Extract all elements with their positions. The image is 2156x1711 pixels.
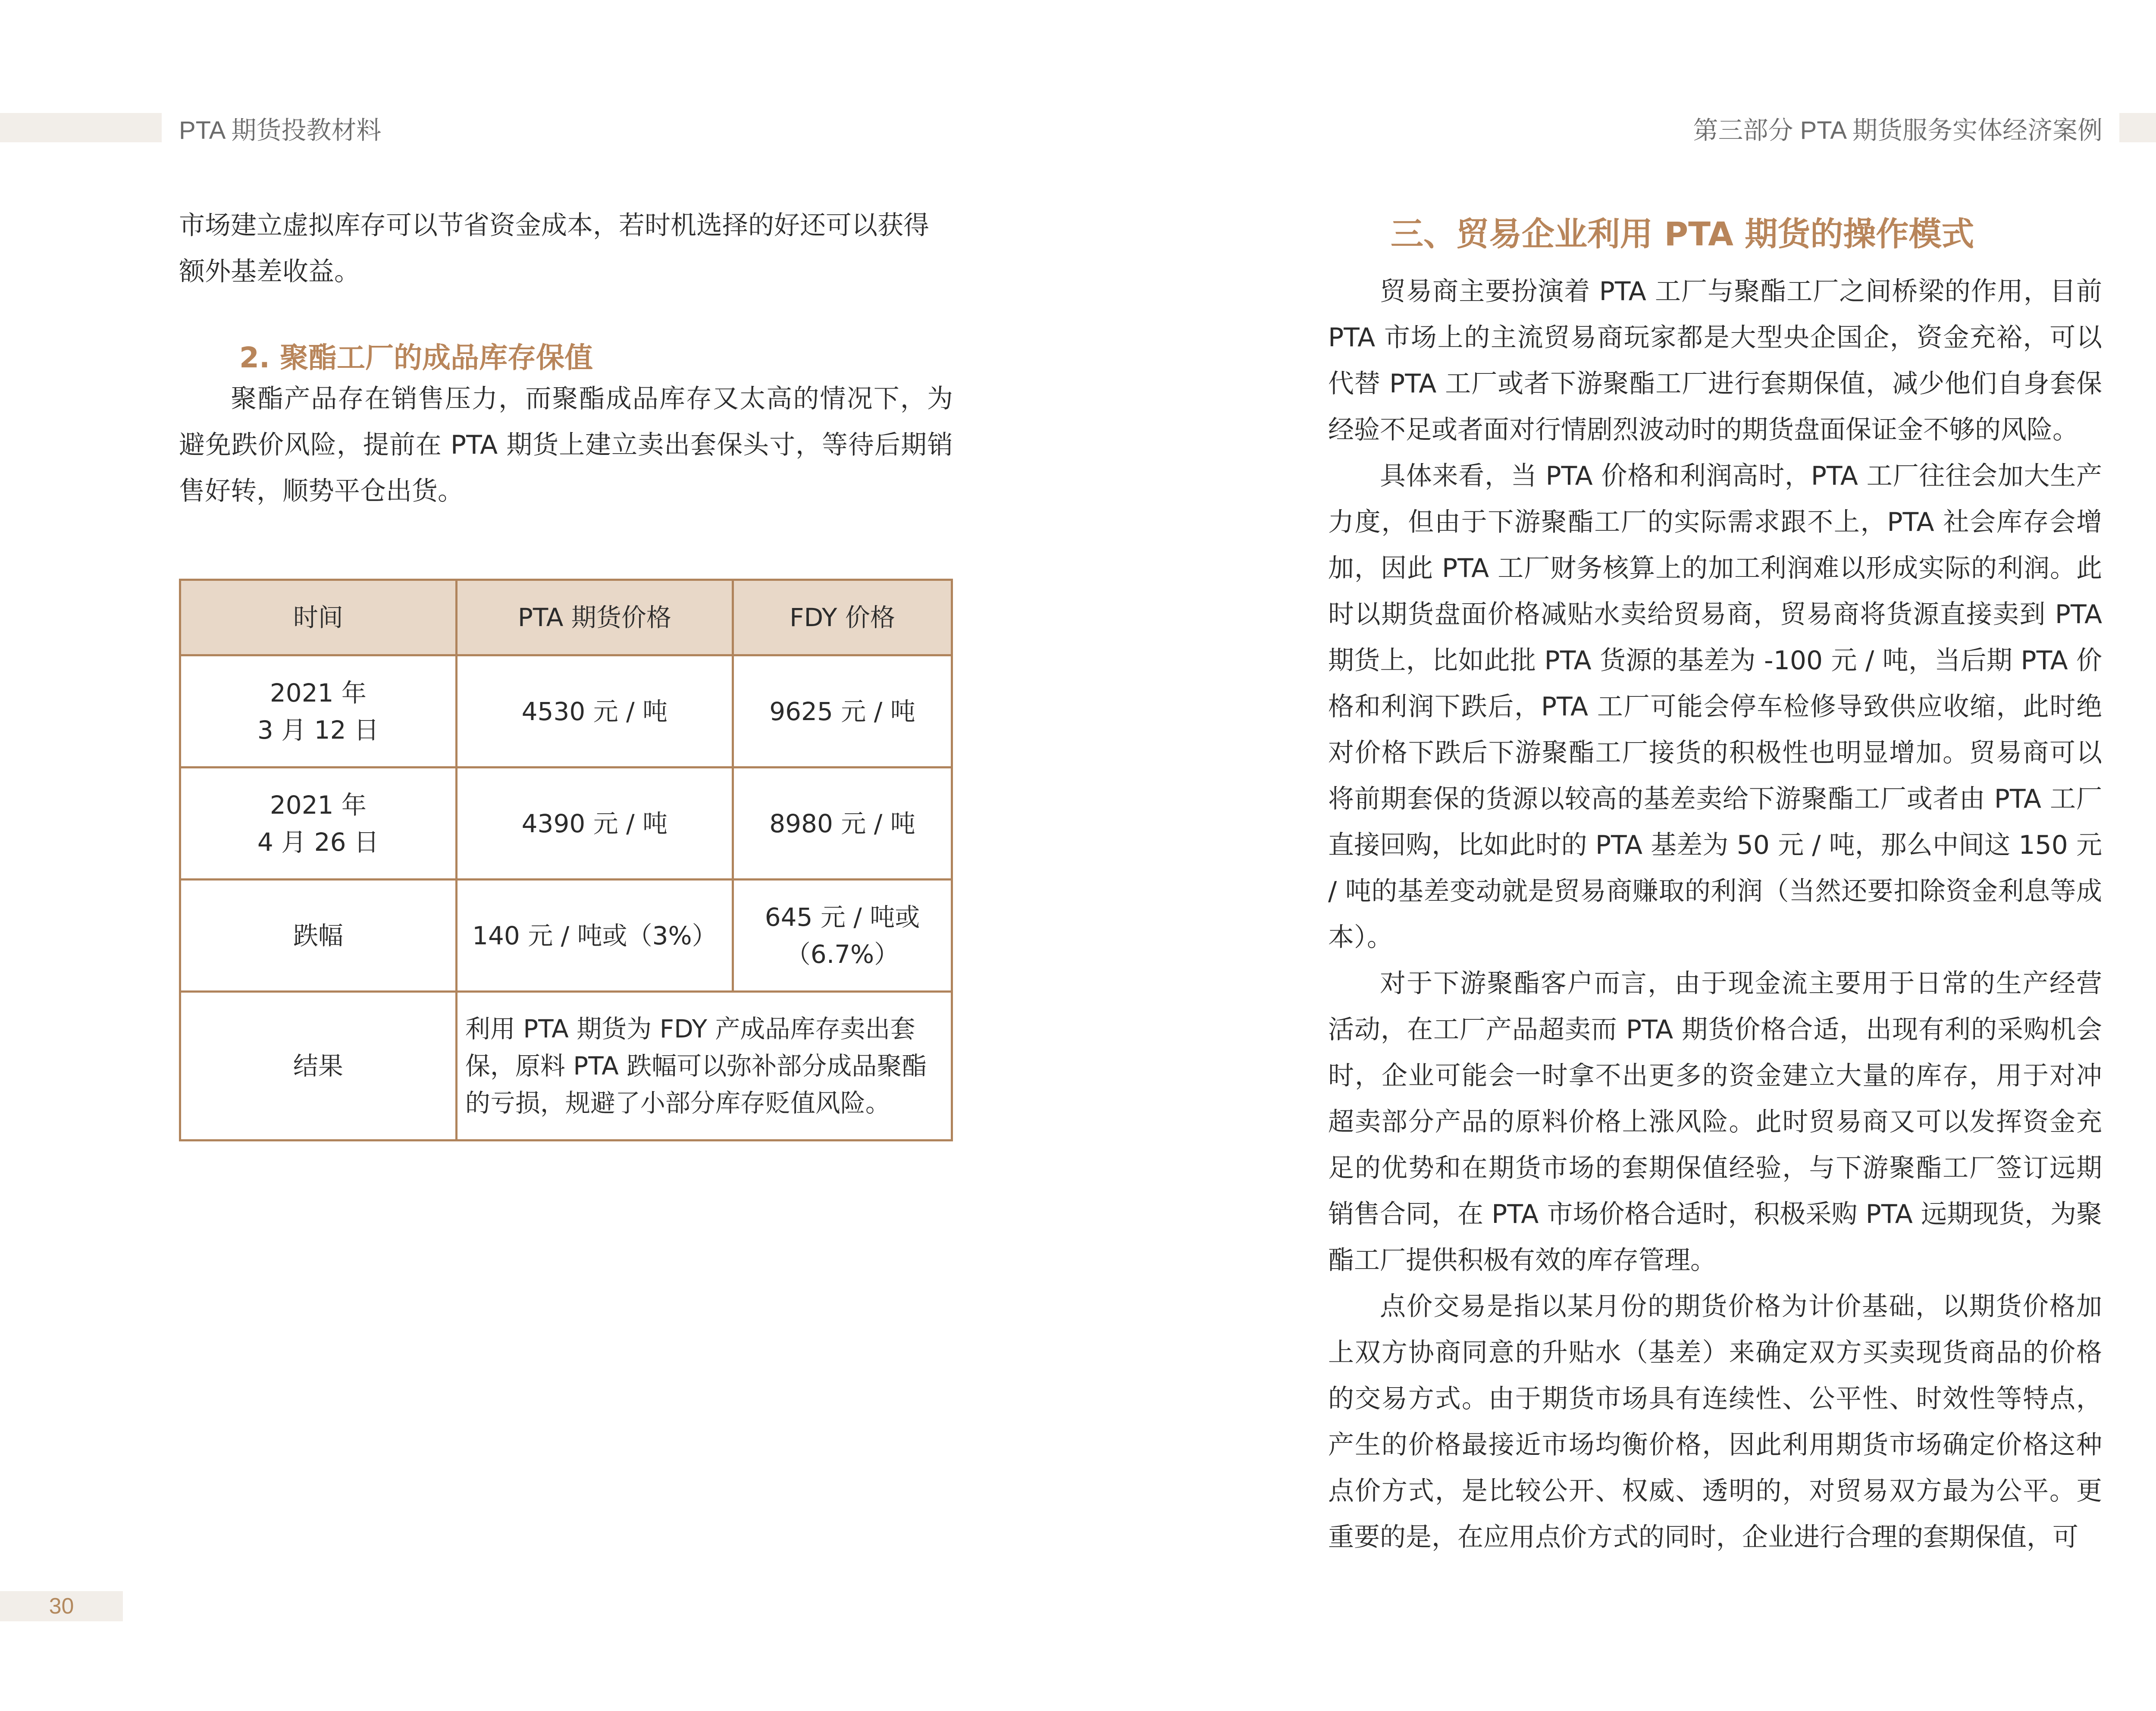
section-subheading: 2. 聚酯工厂的成品库存保值 bbox=[239, 341, 593, 374]
result-line-1: 利用 PTA 期货为 FDY 产成品库存卖出套 bbox=[465, 1014, 915, 1044]
paragraph-2: 具体来看，当 PTA 价格和利润高时，PTA 工厂往往会加大生产力度，但由于下游聚酯工厂的实际需求跟不上，PTA 社会库存会增加，因此 PTA 工厂财务核算上的加工利润难以形成实际的利润。此时以期货盘面价格减贴水卖给贸易商，贸易商将货源直接卖到 PTA 期货上，比如此批 PTA 货源的基差为 -100 元 / 吨，当后期 PTA 价格和利润下跌后，PTA 工厂可能会停车检修导致供应收缩，此时绝对价格下跌后下游聚酯工厂接货的积极性也明显增加。贸易商可以将前期套保的货源以较高的基差卖给下游聚酯工厂或者由 PTA 工厂直接回购，比如此时的 PTA 基差为 50 元 / 吨，那么中间这 150 元 / 吨的基差变动就是贸易商赚取的利润（当然还要扣除资金利息等成本）。 bbox=[1328, 461, 2102, 953]
drop-pta: 140 元 / 吨或（3%） bbox=[456, 880, 733, 992]
intro-line-2: 额外基差收益。 bbox=[179, 257, 360, 287]
right-header-band bbox=[2119, 113, 2156, 142]
price-table bbox=[179, 579, 953, 1141]
left-running-head: PTA 期货投教材料 bbox=[179, 116, 382, 144]
intro-line-1: 市场建立虚拟库存可以节省资金成本，若时机选择的好还可以获得 bbox=[179, 210, 929, 241]
drop-fdy-line-1: 645 元 / 吨或 bbox=[765, 902, 920, 932]
left-column bbox=[179, 203, 953, 514]
result-line-2: 保，原料 PTA 跌幅可以弥补部分成品聚酯 bbox=[465, 1051, 927, 1081]
date-cell bbox=[180, 655, 457, 768]
left-header-band bbox=[0, 113, 162, 142]
header-pta-price: PTA 期货价格 bbox=[456, 580, 733, 655]
table-row bbox=[180, 768, 952, 880]
drop-label: 跌幅 bbox=[180, 880, 457, 992]
table-row-result bbox=[180, 992, 952, 1141]
result-line-3: 的亏损，规避了小部分库存贬值风险。 bbox=[465, 1088, 890, 1118]
table-row-drop bbox=[180, 880, 952, 992]
header-time: 时间 bbox=[180, 580, 457, 655]
date-year: 2021 年 bbox=[270, 790, 367, 820]
drop-fdy bbox=[733, 880, 952, 992]
body-paragraph: 聚酯产品存在销售压力，而聚酯成品库存又太高的情况下，为避免跌价风险，提前在 PTA 期货上建立卖出套保头寸，等待后期销售好转，顺势平仓出货。 bbox=[179, 384, 953, 506]
paragraph-1: 贸易商主要扮演着 PTA 工厂与聚酯工厂之间桥梁的作用，目前 PTA 市场上的主流贸易商玩家都是大型央企国企，资金充裕，可以代替 PTA 工厂或者下游聚酯工厂进行套期保值，减少他们自身套保经验不足或者面对行情剧烈波动时的期货盘面保证金不够的风险。 bbox=[1328, 276, 2102, 445]
table-row bbox=[180, 655, 952, 768]
result-label: 结果 bbox=[180, 992, 457, 1141]
date-day: 3 月 12 日 bbox=[257, 715, 379, 745]
header-fdy-price: FDY 价格 bbox=[733, 580, 952, 655]
section-heading: 三、贸易企业利用 PTA 期货的操作模式 bbox=[1391, 215, 1974, 253]
right-column bbox=[1328, 208, 2102, 1561]
right-running-head: 第三部分 PTA 期货服务实体经济案例 bbox=[1693, 116, 2103, 144]
paragraph-4: 点价交易是指以某月份的期货价格为计价基础，以期货价格加上双方协商同意的升贴水（基差）来确定双方买卖现货商品的价格的交易方式。由于期货市场具有连续性、公平性、时效性等特点，产生的价格最接近市场均衡价格，因此利用期货市场确定价格这种点价方式，是比较公开、权威、透明的，对贸易双方最为公平。更重要的是，在应用点价方式的同时，企业进行合理的套期保值，可 bbox=[1328, 1291, 2102, 1552]
result-text bbox=[456, 992, 952, 1141]
fdy-price-cell: 9625 元 / 吨 bbox=[733, 655, 952, 768]
fdy-price-cell: 8980 元 / 吨 bbox=[733, 768, 952, 880]
pta-price-cell: 4390 元 / 吨 bbox=[456, 768, 733, 880]
pta-price-cell: 4530 元 / 吨 bbox=[456, 655, 733, 768]
date-day: 4 月 26 日 bbox=[257, 827, 379, 857]
drop-fdy-line-2: （6.7%） bbox=[785, 939, 899, 969]
date-year: 2021 年 bbox=[270, 678, 367, 708]
date-cell bbox=[180, 768, 457, 880]
paragraph-3: 对于下游聚酯客户而言，由于现金流主要用于日常的生产经营活动，在工厂产品超卖而 PTA 期货价格合适，出现有利的采购机会时，企业可能会一时拿不出更多的资金建立大量的库存，用于对冲超卖部分产品的原料价格上涨风险。此时贸易商又可以发挥资金充足的优势和在期货市场的套期保值经验，与下游聚酯工厂签订远期销售合同，在 PTA 市场价格合适时，积极采购 PTA 远期现货，为聚酯工厂提供积极有效的库存管理。 bbox=[1328, 968, 2102, 1275]
table-header-row bbox=[180, 580, 952, 655]
left-page-number: 30 bbox=[0, 1591, 123, 1621]
